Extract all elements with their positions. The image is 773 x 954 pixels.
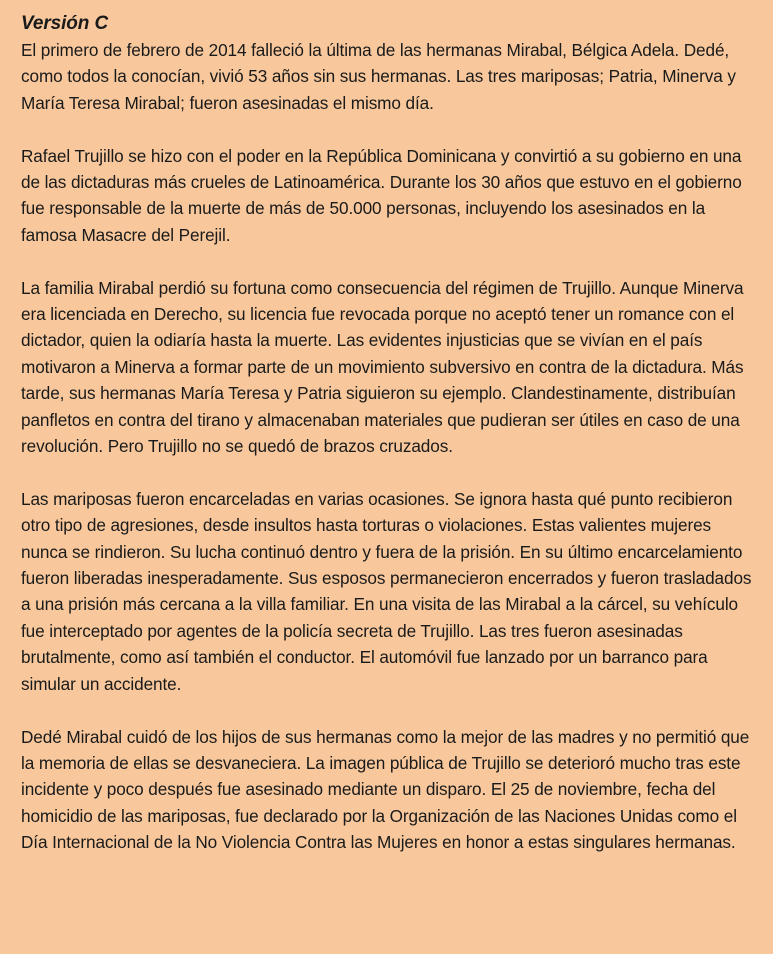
paragraph-5: Dedé Mirabal cuidó de los hijos de sus hermanas como la mejor de las madres y no permitió que la memoria de ellas se desvaneciera. La imagen pública de Trujillo se deterioró mucho tras este incidente y poco después fue asesinado mediante un disparo. El 25 de noviembre, fecha del homicidio de las mariposas, fue declarado por la Organización de las Naciones Unidas como el Día Internacional de la No Violencia Contra las Mujeres en honor a estas singulares hermanas. [21, 726, 750, 853]
paragraph-4: Las mariposas fueron encarceladas en varias ocasiones. Se ignora hasta qué punto recibieron otro tipo de agresiones, desde insultos hasta torturas o violaciones. Estas valientes mujeres nunca se rindieron. Su lucha continuó dentro y fuera de la prisión. En su último encarcelamiento fueron liberadas inesperadamente. Sus esposos permanecieron encerrados y fueron trasladados a una prisión más cercana a la villa familiar. En una visita de las Mirabal a la cárcel, su vehículo fue interceptado por agentes de la policía secreta de Trujillo. Las tres fueron asesinadas brutalmente, como así también el conductor. El automóvil fue lanzado por un barranco para simular un accidente. [21, 488, 752, 694]
paragraph-3: La familia Mirabal perdió su fortuna como consecuencia del régimen de Trujillo. Aunque Minerva era licenciada en Derecho, su licencia fue revocada porque no aceptó tener un romance con el dictador, quien la odiaría hasta la muerte. Las evidentes injusticias que se vivían en el país motivaron a Minerva a formar parte de un movimiento subversivo en contra de la dictadura. Más tarde, sus hermanas María Teresa y Patria siguieron su ejemplo. Clandestinamente, distribuían panfletos en contra del tirano y almacenaban materiales que pudieran ser útiles en caso de una revolución. Pero Trujillo no se quedó de brazos cruzados. [21, 277, 744, 457]
paragraph-1: El primero de febrero de 2014 falleció la última de las hermanas Mirabal, Bélgica Adela. Dedé, como todos la conocían, vivió 53 años sin sus hermanas. Las tres mariposas; Patria, Minerva y María Teresa Mirabal; fueron asesinadas el mismo día. [21, 40, 736, 113]
document-title: Versión C [21, 13, 109, 34]
paragraph-2: Rafael Trujillo se hizo con el poder en la República Dominicana y convirtió a su gobierno en una de las dictaduras más crueles de Latinoamérica. Durante los 30 años que estuvo en el gobierno fue responsable de la muerte de más de 50.000 personas, incluyendo los asesinados en la famosa Masacre del Perejil. [21, 145, 742, 245]
